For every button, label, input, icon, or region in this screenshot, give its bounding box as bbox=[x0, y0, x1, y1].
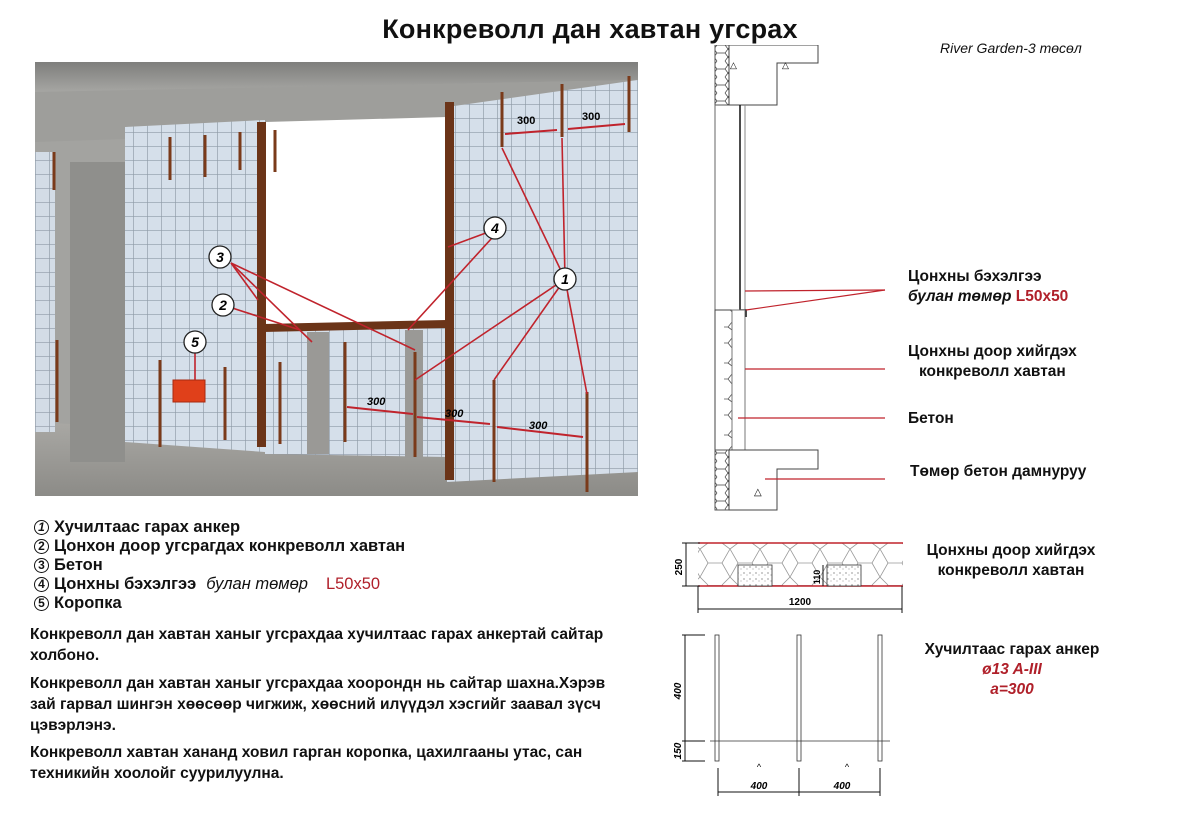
callout-3 bbox=[209, 246, 231, 268]
legend-item bbox=[34, 594, 405, 613]
legend-number: 1 bbox=[34, 520, 49, 535]
label-panel-section: Цонхны доор хийгдэх конкреволл хавтан bbox=[926, 542, 1096, 579]
legend-text: Бетон bbox=[54, 556, 103, 574]
dim-insert: 110 bbox=[812, 569, 822, 585]
svg-text:△: △ bbox=[782, 60, 789, 70]
dim-spacing: 400 bbox=[833, 781, 851, 792]
window-angle-right bbox=[445, 102, 454, 480]
anchor-rods bbox=[715, 635, 882, 761]
legend-text: Коропка bbox=[54, 594, 122, 612]
label-under-window-panel: Цонхны доор хийгдэх конкреволл хавтан bbox=[908, 343, 1077, 380]
concrete-column bbox=[70, 162, 125, 462]
dim-height: 400 bbox=[673, 682, 684, 700]
legend-list bbox=[34, 518, 405, 613]
concrete-fill bbox=[307, 332, 329, 454]
svg-text:^: ^ bbox=[844, 762, 850, 772]
legend-number: 2 bbox=[34, 539, 49, 554]
anchor-spec-spacing: a=300 bbox=[990, 681, 1034, 698]
svg-text:^: ^ bbox=[756, 762, 762, 772]
dim-label: 300 bbox=[367, 396, 386, 408]
legend-spec: L50x50 bbox=[325, 575, 381, 593]
label-window-fixing: Цонхны бэхэлгээ булан төмөр L50x50 bbox=[908, 268, 1069, 305]
svg-text:5: 5 bbox=[191, 334, 199, 350]
label-anchor-detail bbox=[912, 640, 1112, 700]
top-beam bbox=[729, 45, 818, 105]
wall-render-illustration bbox=[35, 62, 638, 496]
dim-label: 300 bbox=[529, 420, 548, 432]
legend-text: Цонхон доор угсрагдах конкреволл хавтан bbox=[54, 537, 406, 555]
wall-section-drawing bbox=[700, 45, 920, 515]
dim-base: 150 bbox=[673, 742, 684, 760]
project-name: River Garden-3 төсөл bbox=[940, 40, 1082, 56]
svg-text:2: 2 bbox=[219, 297, 227, 313]
dim-label: 300 bbox=[517, 115, 536, 127]
dim-label: 300 bbox=[582, 111, 601, 123]
legend-item bbox=[34, 575, 405, 594]
callout-2 bbox=[212, 294, 234, 316]
window-opening bbox=[265, 117, 447, 330]
junction-box bbox=[173, 380, 205, 402]
anchor-title: Хучилтаас гарах анкер bbox=[924, 641, 1100, 658]
insert-block bbox=[827, 565, 861, 586]
label-rc-beam: Төмөр бетон дамнуруу bbox=[910, 463, 1087, 480]
anchor-spec-diameter: ø13 A-III bbox=[982, 661, 1042, 678]
window-angle-left bbox=[257, 122, 266, 447]
instruction-paragraph-1: Конкреволл дан хавтан ханыг угсрахдаа хучилтаас гарах анкертай сайтар холбоно. bbox=[30, 626, 604, 664]
instruction-paragraph-2: Конкреволл дан хавтан ханыг угсрахдаа хоорондн нь сайтар шахна.Хэрэв зай гарвал шингэн хөөсөөр чигжиж, хөөсний илүүдэл хэсгийг заавал зүсч цэвэрлэнэ. bbox=[30, 675, 606, 734]
svg-text:△: △ bbox=[730, 60, 737, 70]
legend-number: 3 bbox=[34, 558, 49, 573]
legend-text: Хучилтаас гарах анкер bbox=[54, 518, 241, 536]
instruction-paragraph-3: Конкреволл хавтан хананд ховил гарган коропка, цахилгааны утас, сан техникийн хоолойг суурилуулна. bbox=[30, 744, 583, 782]
legend-item bbox=[34, 556, 405, 575]
dim-label: 300 bbox=[445, 408, 464, 420]
legend-number: 4 bbox=[34, 577, 49, 592]
svg-text:3: 3 bbox=[216, 249, 224, 265]
bottom-beam bbox=[729, 450, 818, 510]
legend-item bbox=[34, 537, 405, 556]
insert-block bbox=[738, 565, 772, 586]
legend-italic: булан төмөр bbox=[206, 575, 308, 593]
svg-text:△: △ bbox=[754, 487, 762, 498]
anchor-detail-drawing bbox=[670, 625, 900, 800]
legend-text: Цонхны бэхэлгээ bbox=[54, 575, 197, 593]
legend-number: 5 bbox=[34, 596, 49, 611]
label-concrete: Бетон bbox=[908, 410, 954, 427]
svg-text:1: 1 bbox=[561, 271, 569, 287]
legend-item bbox=[34, 518, 405, 537]
dim-spacing: 400 bbox=[750, 781, 768, 792]
callout-5 bbox=[184, 331, 206, 353]
callout-4 bbox=[484, 217, 506, 239]
svg-text:4: 4 bbox=[491, 220, 499, 236]
page-title: Конкреволл дан хавтан угсрах bbox=[382, 14, 798, 44]
dim-height: 250 bbox=[674, 558, 685, 576]
panel-cross-section bbox=[670, 535, 910, 615]
callout-1 bbox=[554, 268, 576, 290]
dim-width: 1200 bbox=[788, 597, 812, 608]
